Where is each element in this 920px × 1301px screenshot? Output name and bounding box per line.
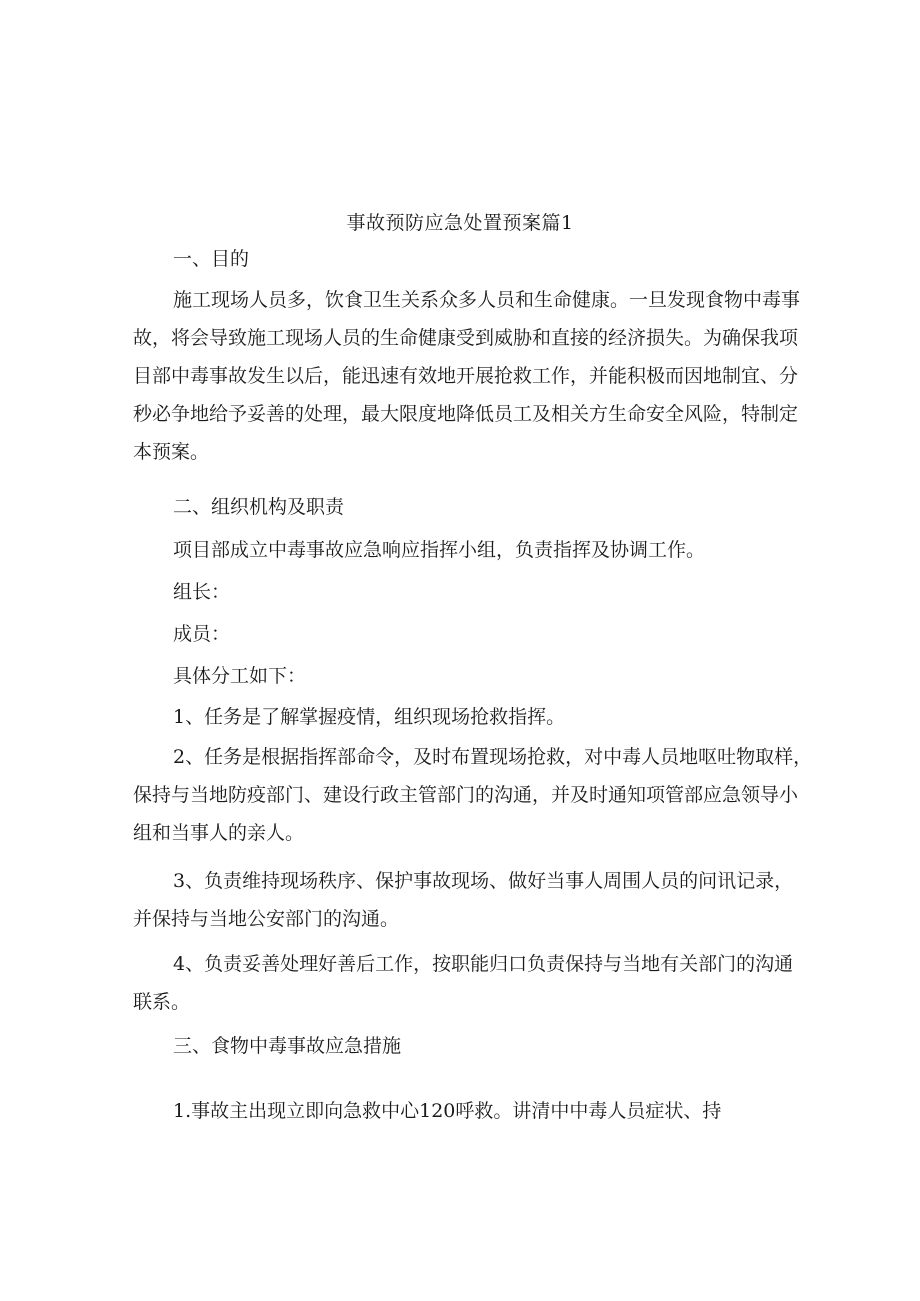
measure-1: 1.事故主出现立即向急救中心120呼救。讲清中中毒人员症状、持 xyxy=(173,1100,722,1122)
paragraph-line: 2、任务是根据指挥部命令，及时布置现场抢救，对中毒人员地呕吐物取样， xyxy=(173,746,813,768)
paragraph-line: 组和当事人的亲人。 xyxy=(133,822,305,844)
members-label: 成员： xyxy=(173,623,231,645)
division-label: 具体分工如下： xyxy=(173,665,307,687)
paragraph-line: 本预案。 xyxy=(133,441,210,463)
task-1: 1、任务是了解掌握疫情，组织现场抢救指挥。 xyxy=(173,706,566,728)
section-2-heading: 二、组织机构及职责 xyxy=(173,496,345,518)
paragraph-line: 4、负责妥善处理好善后工作，按职能归口负责保持与当地有关部门的沟通 xyxy=(173,953,794,975)
leader-label: 组长： xyxy=(173,581,231,603)
task-4 xyxy=(133,945,793,1021)
task-2 xyxy=(133,738,813,852)
section-2-intro: 项目部成立中毒事故应急响应指挥小组，负责指挥及协调工作。 xyxy=(173,539,706,561)
paragraph-line: 目部中毒事故发生以后，能迅速有效地开展抢救工作，并能积极而因地制宜、分 xyxy=(133,365,799,387)
paragraph-line: 秒必争地给予妥善的处理，最大限度地降低员工及相关方生命安全风险，特制定 xyxy=(133,403,799,425)
section-3-heading: 三、食物中毒事故应急措施 xyxy=(173,1035,402,1057)
paragraph-line: 并保持与当地公安部门的沟通。 xyxy=(133,908,400,930)
paragraph-line: 保持与当地防疫部门、建设行政主管部门的沟通，并及时通知项管部应急领导小 xyxy=(133,784,799,806)
section-1-heading: 一、目的 xyxy=(173,248,250,270)
paragraph-line: 故，将会导致施工现场人员的生命健康受到威胁和直接的经济损失。为确保我项 xyxy=(133,327,799,349)
paragraph-line: 联系。 xyxy=(133,991,191,1013)
section-1-paragraph xyxy=(133,281,801,471)
paragraph-line: 3、负责维持现场秩序、保护事故现场、做好当事人周围人员的问讯记录， xyxy=(173,870,794,892)
document-title: 事故预防应急处置预案篇1 xyxy=(346,212,574,234)
paragraph-line: 施工现场人员多，饮食卫生关系众多人员和生命健康。一旦发现食物中毒事 xyxy=(173,289,801,311)
task-3 xyxy=(133,862,793,938)
